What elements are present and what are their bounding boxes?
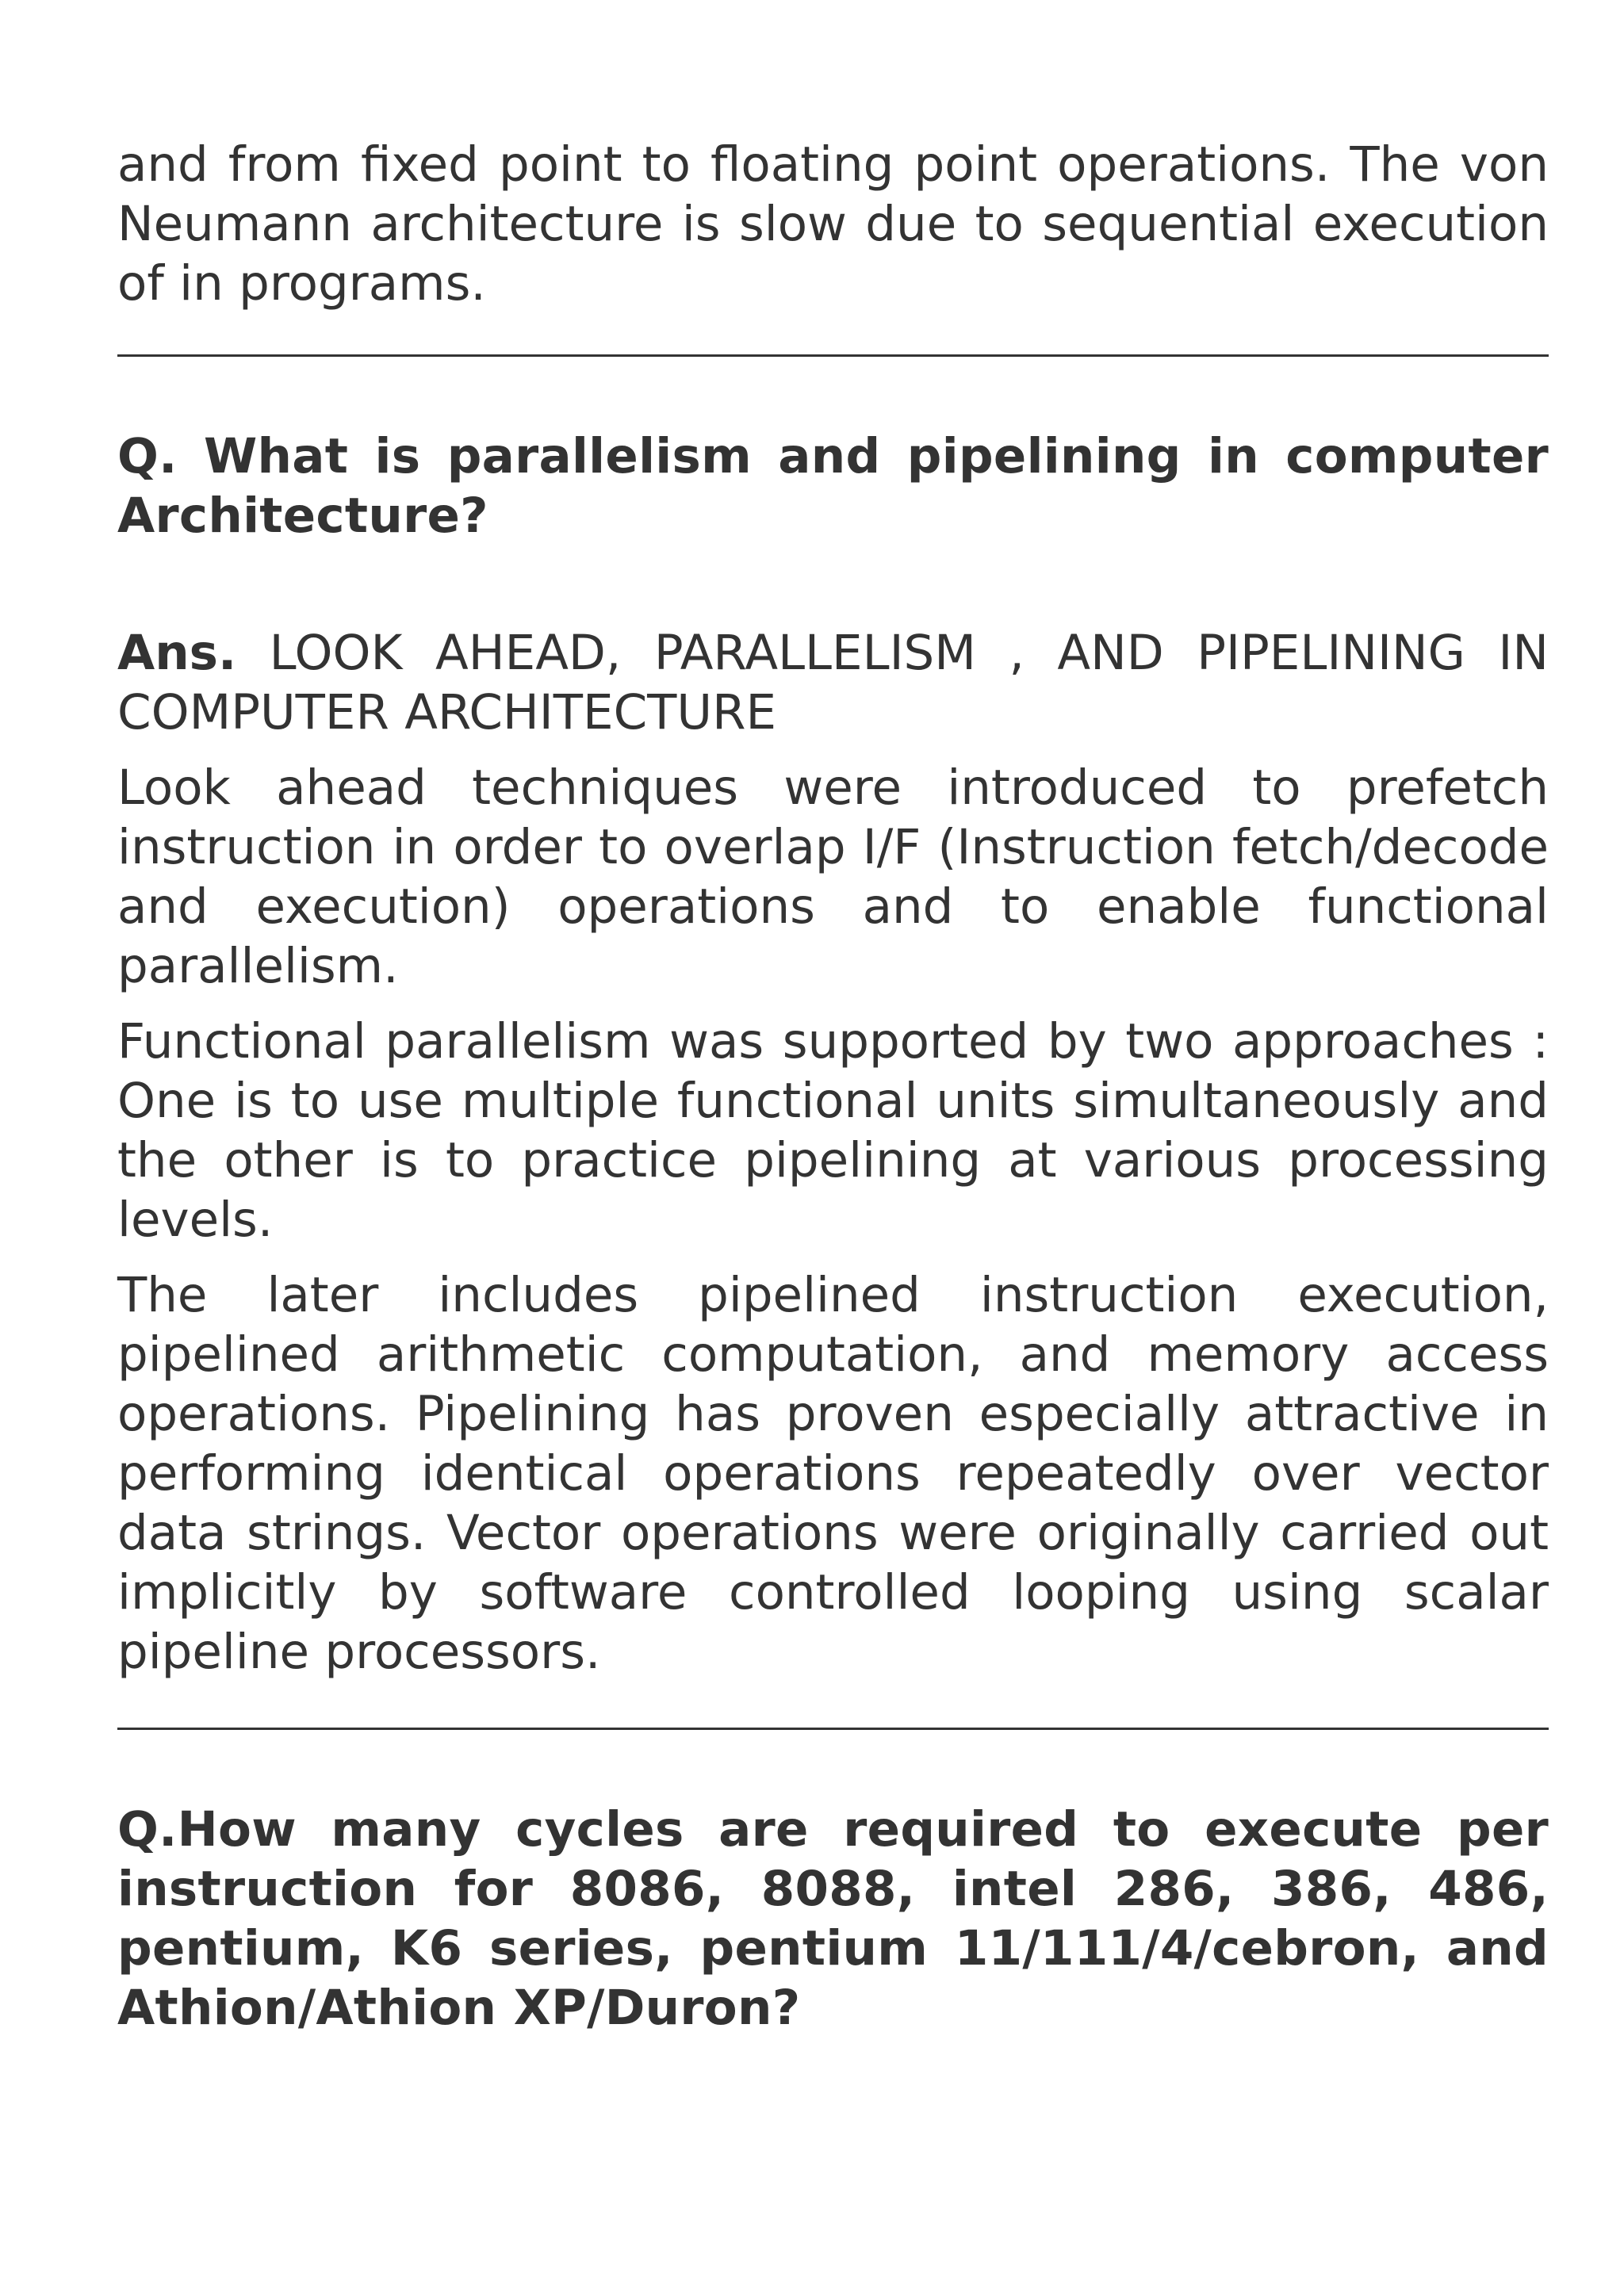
answer-heading: LOOK AHEAD, PARALLELISM , AND PIPELINING IN COMPUTER ARCHITECTURE: [117, 625, 1549, 740]
question-heading: Q. What is parallelism and pipelining in computer Architecture?: [117, 428, 1549, 544]
answer-paragraph: Functional parallelism was supported by two approaches : One is to use multiple functional units simultaneously and the other is to practice pipelining at various processing levels.: [117, 1013, 1549, 1248]
answer-paragraph: Look ahead techniques were introduced to prefetch instruction in order to overlap I/F (Instruction fetch/decode and execution) operations and to enable functional parallelism.: [117, 760, 1549, 994]
question-heading: Q.How many cycles are required to execute per instruction for 8086, 8088, intel 286, 386, 486, pentium, K6 series, pentium 11/111/4/cebron, and Athion/Athion XP/Duron?: [117, 1801, 1549, 2036]
section-divider: [117, 354, 1549, 357]
answer-paragraph: The later includes pipelined instruction execution, pipelined arithmetic computation, and memory access operations. Pipelining has proven especially attractive in performing identical operations repeatedly over vector data strings. Vector operations were originally carried out implicitly by software controlled looping using scalar pipeline processors.: [117, 1267, 1549, 1680]
document-page: [117, 135, 1549, 2038]
answer-intro: [117, 623, 1549, 742]
section-divider: [117, 1728, 1549, 1730]
intro-paragraph: and from fixed point to floating point operations. The von Neumann architecture is slow due to sequential execution of in programs.: [117, 136, 1549, 312]
answer-label: Ans.: [117, 625, 237, 681]
